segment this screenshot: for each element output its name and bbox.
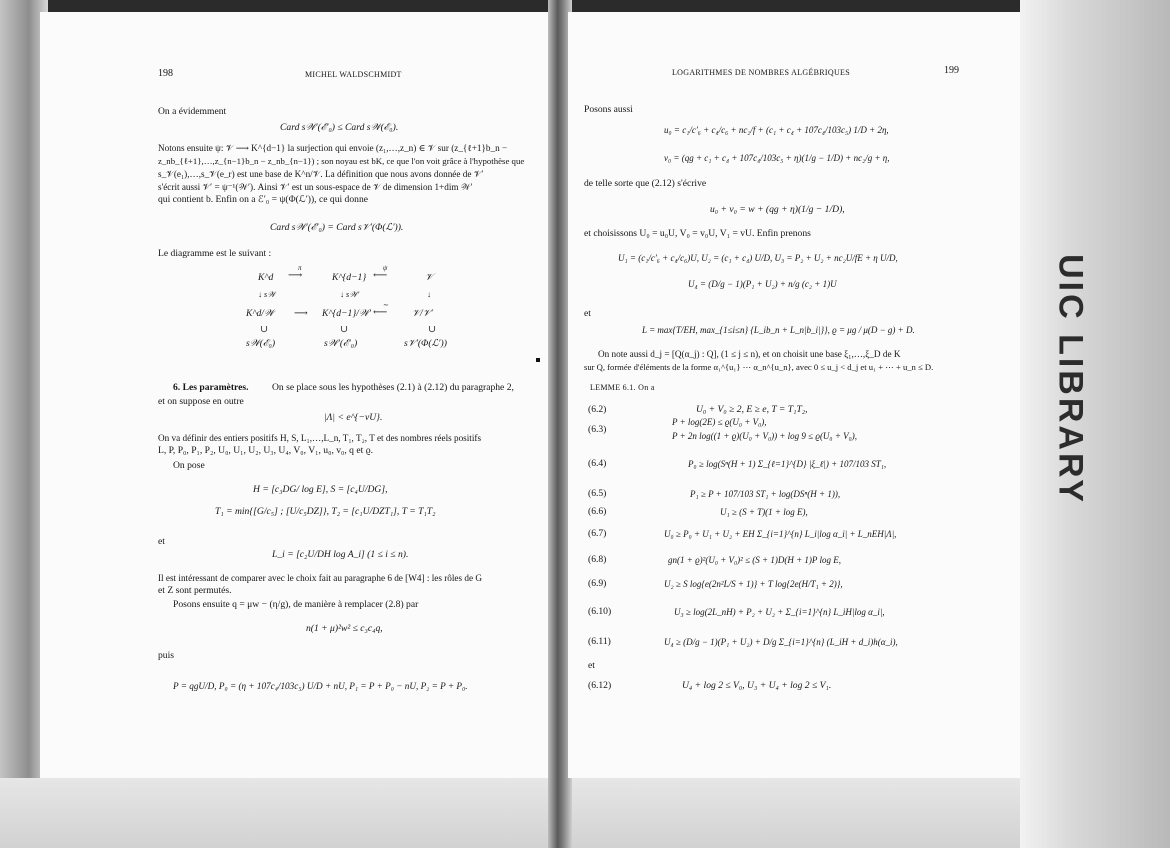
text-line: sur Q, formée d'éléments de la forme α₁^{u₁} ⋯ α_n^{u_n}, avec 0 ≤ u_j < d_j et u₁ + ⋯ + u_n ≤ D. <box>584 362 934 372</box>
diagram-node: K^{d−1}/𝒲′ <box>322 308 372 319</box>
equation-tag: (6.10) <box>588 606 612 617</box>
diagram-subset: ∪ <box>428 324 437 335</box>
text-line: et on suppose en outre <box>158 396 244 407</box>
equation-tag: (6.5) <box>588 488 607 499</box>
text-line: et <box>584 308 591 319</box>
text-line: Posons aussi <box>584 104 633 115</box>
equation-tag: (6.4) <box>588 458 607 469</box>
diagram-node: s𝒲(ℰ₀) <box>246 338 276 349</box>
equation: Card s𝒲′(ℰ′₀) = Card s𝒱′(Φ(ℒ′)). <box>270 222 404 233</box>
equation: u₀ + v₀ = w + (qg + η)(1/g − 1/D), <box>710 204 845 215</box>
text-line: On a évidemment <box>158 106 227 117</box>
left-arrow-icon: ⟵ <box>373 307 388 318</box>
equation: H = [c₃DG/ log E], S = [c₄U/DG], <box>253 484 388 495</box>
equation: P₀ ≥ log(Sⁿ(H + 1) Σ_{ℓ=1}^{D} |ξ_ℓ|) + 107/103 ST₁, <box>688 459 887 469</box>
text-line: z_nb_{ℓ+1},…,z_{n−1}b_n − z_nb_{n−1}) ; son noyau est bK, ce que l'on voit grâce à l'hypothèse que <box>158 156 525 166</box>
spine-text: UIC LIBRARY <box>1051 254 1090 505</box>
diagram-node: K^d <box>258 272 274 283</box>
equation: U₄ ≥ (D/g − 1)(P₁ + U₂) + D/g Σ_{i=1}^{n} (L_iH + d_i)h(α_i), <box>664 637 898 647</box>
text-line: Il est intéressant de comparer avec le choix fait au paragraphe 6 de [W4] : les rôles de G <box>158 573 482 583</box>
equation-tag: (6.11) <box>588 636 611 647</box>
equation-tag: (6.2) <box>588 404 607 415</box>
equation: U₀ + V₀ ≥ 2, E ≥ e, T = T₁T₂, <box>696 404 808 415</box>
equation: U₃ ≥ log(2L_nH) + P₂ + U₂ + Σ_{i=1}^{n} L_iH|log α_i|, <box>674 607 885 617</box>
text-line: L, P, P₀, P₁, P₂, U₀, U₁, U₂, U₃, U₄, V₀, V₁, u₀, v₀, q et ϱ. <box>158 445 373 456</box>
left-page <box>40 12 552 778</box>
running-head-left: MICHEL WALDSCHMIDT <box>305 70 402 79</box>
equation-tag: (6.8) <box>588 554 607 565</box>
text-line: On se place sous les hypothèses (2.1) à (2.12) du paragraphe 2, <box>272 382 514 393</box>
text-line: Le diagramme est le suivant : <box>158 248 272 259</box>
equation: U₄ + log 2 ≤ V₀, U₃ + U₄ + log 2 ≤ V₁. <box>682 680 832 691</box>
diagram-node: K^d/𝒲 <box>246 308 274 319</box>
equation-tag: (6.7) <box>588 528 607 539</box>
equation: Card s𝒲′(ℰ′₀) ≤ Card s𝒲(ℰ₀). <box>280 122 399 133</box>
diagram-node: s𝒲′(ℰ′₀) <box>324 338 358 349</box>
equation: P + 2n log((1 + ϱ)(U₀ + V₀)) + log 9 ≤ ϱ(U₀ + V₀), <box>672 431 858 441</box>
running-head-right: LOGARITHMES DE NOMBRES ALGÉBRIQUES <box>672 68 850 77</box>
diagram-node: s𝒱′(Φ(ℒ′)) <box>404 338 447 349</box>
equation: v₀ = (qg + c₁ + c₄ + 107c₄/103c₅ + η)(1/g − 1/D) + nc₂/g + η, <box>664 153 890 163</box>
text-line: de telle sorte que (2.12) s'écrive <box>584 178 707 189</box>
text-line: On va définir des entiers positifs H, S, L₁,…,L_n, T₁, T₂, T et des nombres réels positifs <box>158 433 482 443</box>
text-line: et Z sont permutés. <box>158 585 232 596</box>
diagram-arrow: ⟶ <box>294 308 308 319</box>
page-number-right: 199 <box>944 65 959 76</box>
equation-tag: (6.6) <box>588 506 607 517</box>
diagram-subset: ∪ <box>340 324 349 335</box>
text-line: On pose <box>173 460 205 471</box>
diagram-node: 𝒱/𝒱′ <box>412 308 433 319</box>
diagram-node: K^{d−1} <box>332 272 367 283</box>
equation: P + log(2E) ≤ ϱ(U₀ + V₀), <box>672 417 767 427</box>
diagram-subset: ∪ <box>260 324 269 335</box>
right-arrow-icon: ⟶ <box>288 270 303 281</box>
equation: U₀ ≥ P₀ + U₁ + U₂ + EH Σ_{i=1}^{n} L_i|log α_i| + L_nEH|Λ|, <box>664 529 897 539</box>
diagram-node: 𝒱 <box>425 272 433 283</box>
equation-tag: (6.3) <box>588 424 607 435</box>
equation: gn(1 + ϱ)²(U₀ + V₀)² ≤ (S + 1)D(H + 1)P log E, <box>668 555 842 565</box>
text-line: Posons ensuite q = μw − (η/g), de manière à remplacer (2.8) par <box>173 599 419 610</box>
equation: n(1 + μ)²w² ≤ c₃c₄q, <box>306 623 383 634</box>
library-spine-label <box>1030 170 1090 590</box>
page-number-left: 198 <box>158 68 173 79</box>
qed-square <box>536 358 540 362</box>
equation: P₁ ≥ P + 107/103 ST₁ + log(DSⁿ(H + 1)), <box>690 489 841 499</box>
equation: L_i = [c₂U/DH log A_i] (1 ≤ i ≤ n). <box>272 549 409 560</box>
text-line: s_𝒱(e₁),…,s_𝒱(e_r) est une base de K^n/𝒱. La définition que nous avons donnée de 𝒱′ <box>158 169 484 179</box>
section-heading: 6. Les paramètres. <box>173 382 249 393</box>
equation: P = qgU/D, P₀ = (η + 107c₄/103c₅) U/D + nU, P₁ = P + P₀ − nU, P₂ = P + P₀. <box>173 681 468 691</box>
diagram-arrow-label: π <box>298 264 302 272</box>
text-line: qui contient b. Enfin on a ℰ′₀ = ψ(Φ(ℒ′)), ce qui donne <box>158 194 368 205</box>
diagram-arrow-label: ∼ <box>383 301 389 309</box>
bottom-shadow <box>0 778 1170 848</box>
text-line: Notons ensuite ψ: 𝒱 ⟶ K^{d−1} la surjection qui envoie (z₁,…,z_n) ∈ 𝒱 sur (z_{ℓ+1}b_n − <box>158 143 508 153</box>
equation: U₁ = (c₁/c′₆ + c₄/c₆)U, U₂ = (c₁ + c₄) U/D, U₃ = P₂ + U₂ + nc₂U/fE + η U/D, <box>618 253 898 263</box>
right-page <box>568 12 1056 778</box>
equation-tag: (6.12) <box>588 680 612 691</box>
equation-tag: et <box>588 660 595 671</box>
text-line: On note aussi d_j = [Q(α_j) : Q], (1 ≤ j ≤ n), et on choisit une base ξ₁,…,ξ_D de K <box>598 349 901 359</box>
equation: T₁ = min{[G/c₅] ; [U/c₅DZ]}, T₂ = [c₁U/DZT₁], T = T₁T₂ <box>215 506 436 517</box>
equation: u₀ = c₁/c′₆ + c₄/c₆ + nc₂/f + (c₁ + c₄ + 107c₄/103c₅) 1/D + 2η, <box>664 125 889 135</box>
equation-tag: (6.9) <box>588 578 607 589</box>
diagram-arrow-label: ψ <box>383 264 388 272</box>
equation: U₁ ≥ (S + T)(1 + log E), <box>720 507 808 517</box>
text-line: et choisissons U₀ = u₀U, V₀ = v₀U, V₁ = vU. Enfin prenons <box>584 228 811 239</box>
equation: U₄ = (D/g − 1)(P₁ + U₂) + n/g (c₂ + 1)U <box>688 279 837 289</box>
diagram-down-arrow: ↓ <box>427 290 431 299</box>
diagram-down-arrow: ↓ s𝒲′ <box>340 290 360 299</box>
equation: |Λ| < e^{−νU}. <box>324 412 383 423</box>
equation: L = max{T/EH, max_{1≤i≤n} {L_ib_n + L_n|b_i|}}, ϱ = μg / μ(D − g) + D. <box>642 325 915 335</box>
diagram-down-arrow: ↓ s𝒲 <box>258 290 276 299</box>
equation: U₂ ≥ S log{e(2n²L/S + 1)} + T log{2e(H/T₁ + 2)}, <box>664 579 843 589</box>
left-arrow-icon: ⟵ <box>373 270 388 281</box>
text-line: et <box>158 536 165 547</box>
text-line: s'écrit aussi 𝒱′ = ψ⁻¹(𝒲′). Ainsi 𝒱′ est un sous-espace de 𝒱 de dimension 1+dim 𝒲′ <box>158 182 473 192</box>
lemma-heading: LEMME 6.1. On a <box>590 383 655 392</box>
text-line: puis <box>158 650 174 661</box>
